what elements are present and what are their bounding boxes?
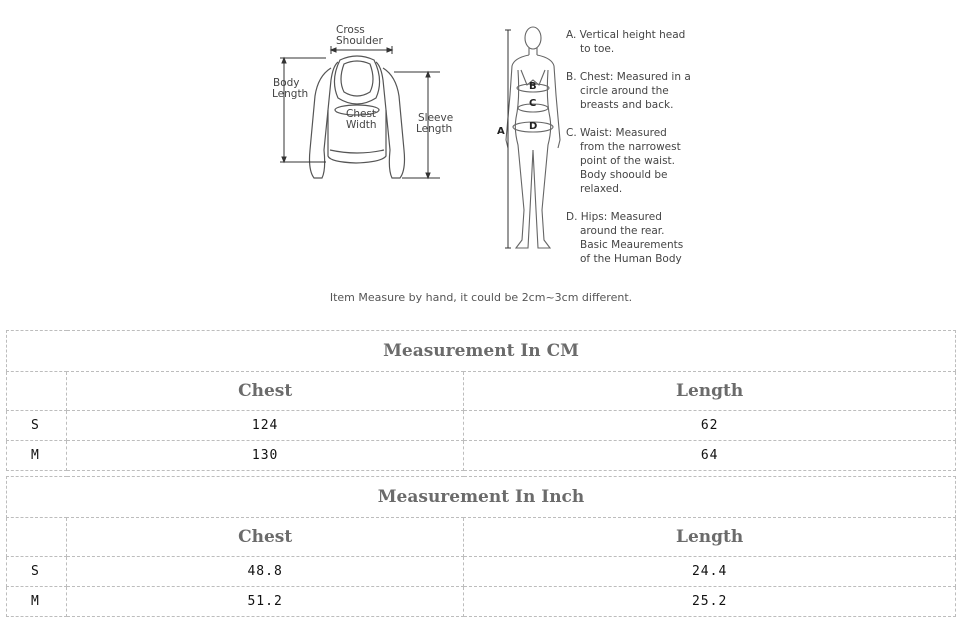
note-line: circle around the [580, 85, 669, 97]
table-row [7, 441, 956, 471]
note-b-chest [566, 70, 691, 112]
size-cell: S [7, 557, 67, 587]
length-cell: 62 [464, 411, 956, 441]
chest-cell: 51.2 [67, 587, 464, 617]
sleeve-length-label-2: Length [416, 123, 453, 135]
note-line: C. Waist: Measured [566, 127, 667, 139]
cross-shoulder-label-1: Cross [336, 24, 365, 36]
note-line: D. Hips: Measured [566, 211, 662, 223]
note-line: Basic Meaurements [580, 239, 684, 251]
cross-shoulder-label-2: Shoulder [336, 35, 383, 47]
header-length: Length [464, 372, 956, 411]
size-cell: M [7, 441, 67, 471]
chest-cell: 48.8 [67, 557, 464, 587]
note-line: to toe. [580, 43, 615, 55]
note-line: relaxed. [580, 183, 623, 195]
size-cell: S [7, 411, 67, 441]
length-cell: 25.2 [464, 587, 956, 617]
note-line: around the rear. [580, 225, 665, 237]
note-c-waist [566, 126, 681, 196]
note-a-height [566, 28, 685, 56]
note-line: Body shoould be [580, 169, 668, 181]
sleeve-length-label-1: Sleeve [418, 112, 454, 124]
table-row [7, 557, 956, 587]
size-table-inch [6, 476, 956, 617]
chest-width-label-1: Chest [346, 108, 377, 120]
table-row [7, 411, 956, 441]
size-table-cm [6, 330, 956, 471]
table-title: Measurement In CM [7, 331, 956, 372]
chest-cell: 124 [67, 411, 464, 441]
table-title: Measurement In Inch [7, 477, 956, 518]
header-chest: Chest [67, 372, 464, 411]
body-letter-d: D [529, 121, 538, 132]
size-cell: M [7, 587, 67, 617]
body-length-label-1: Body [273, 77, 300, 89]
body-length-label-2: Length [272, 88, 309, 100]
body-letter-b: B [529, 81, 537, 92]
note-line: A. Vertical height head [566, 29, 686, 41]
note-line: point of the waist. [580, 155, 676, 167]
note-line: B. Chest: Measured in a [566, 71, 691, 83]
chest-cell: 130 [67, 441, 464, 471]
table-row [7, 587, 956, 617]
length-cell: 24.4 [464, 557, 956, 587]
note-line: breasts and back. [580, 99, 674, 111]
measure-caption: Item Measure by hand, it could be 2cm~3cm different. [329, 291, 633, 304]
body-letter-a: A [497, 126, 505, 137]
length-cell: 64 [464, 441, 956, 471]
header-blank-cell [7, 372, 67, 411]
note-line: of the Human Body [580, 253, 682, 265]
note-d-hips [566, 210, 683, 266]
chest-width-label-2: Width [346, 119, 377, 131]
note-line: from the narrowest [580, 141, 681, 153]
body-letter-c: C [529, 98, 537, 109]
header-chest: Chest [67, 518, 464, 557]
header-length: Length [464, 518, 956, 557]
header-blank-cell [7, 518, 67, 557]
